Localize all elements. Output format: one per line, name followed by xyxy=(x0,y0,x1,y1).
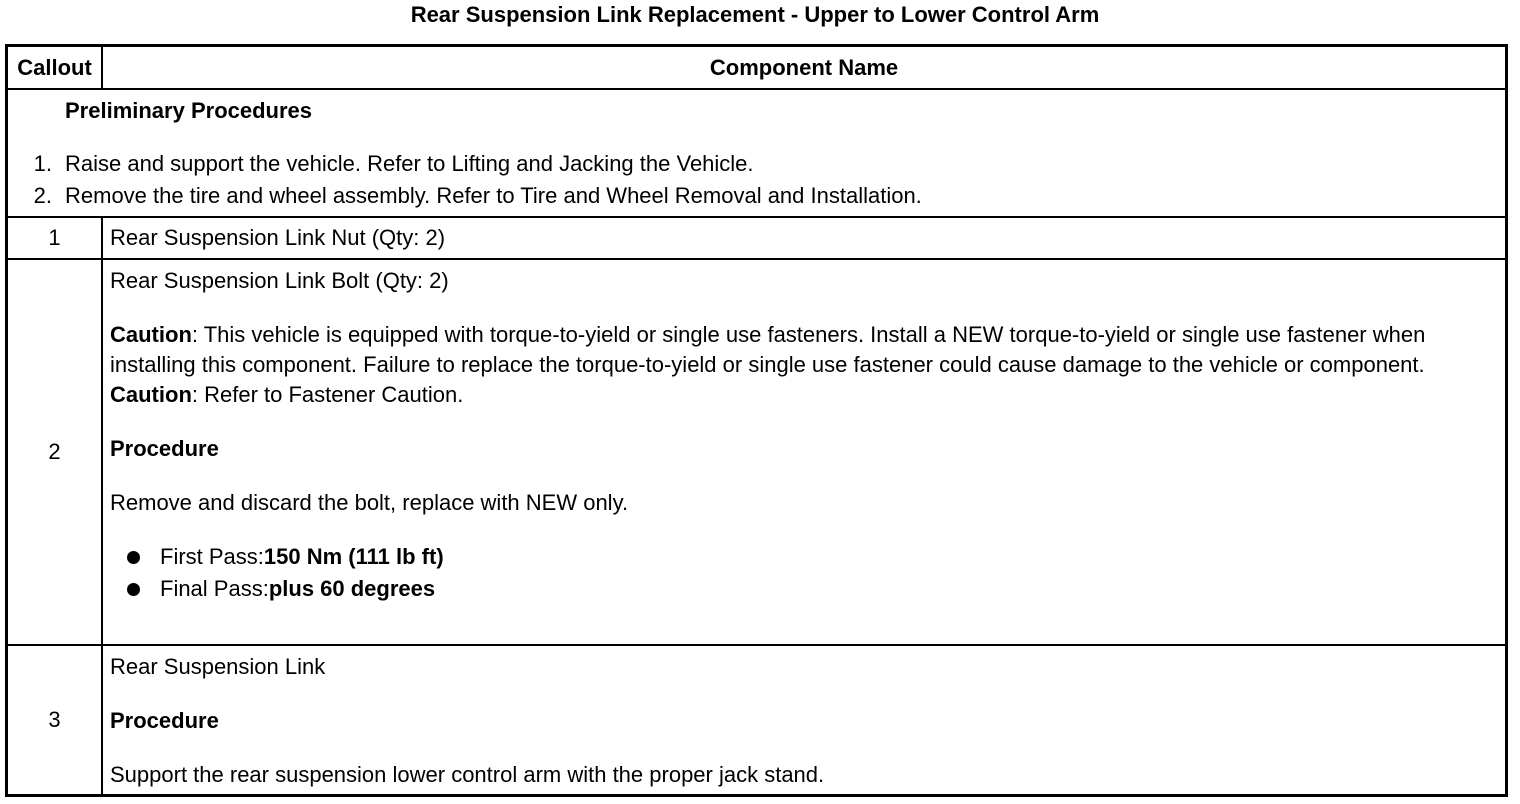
preliminary-procedures-section xyxy=(8,88,1505,216)
step-text: Remove the tire and wheel assembly. Refer to Tire and Wheel Removal and Installation. xyxy=(65,183,922,208)
bullet-icon xyxy=(127,583,140,596)
torque-pass-value: plus 60 degrees xyxy=(268,576,436,601)
list-item xyxy=(8,148,1505,180)
caution-note xyxy=(110,380,1505,410)
step-number: 2. xyxy=(33,183,52,208)
component-name: Rear Suspension Link xyxy=(110,654,326,679)
torque-spec-list xyxy=(110,541,1505,605)
procedure-heading: Procedure xyxy=(110,436,219,461)
caution-label: Caution xyxy=(110,322,192,347)
table-row xyxy=(8,216,1505,258)
callout-column-header: Callout xyxy=(8,47,103,88)
torque-pass-label: Final Pass: xyxy=(160,576,269,601)
caution-text: : Refer to Fastener Caution. xyxy=(191,382,464,407)
document-title: Rear Suspension Link Replacement - Upper to Lower Control Arm xyxy=(410,2,1100,27)
procedure-table xyxy=(5,44,1508,797)
list-item xyxy=(8,180,1505,212)
step-number: 1. xyxy=(33,151,52,176)
callout-number: 1 xyxy=(8,218,103,258)
caution-label: Caution xyxy=(110,382,192,407)
procedure-text: Support the rear suspension lower control arm with the proper jack stand. xyxy=(110,762,825,787)
table-row xyxy=(8,258,1505,644)
component-name-column-header: Component Name xyxy=(709,54,899,80)
caution-note xyxy=(110,320,1505,380)
component-name: Rear Suspension Link Bolt (Qty: 2) xyxy=(110,268,449,293)
preliminary-steps-list xyxy=(8,148,1505,212)
component-details xyxy=(103,646,1505,794)
bullet-icon xyxy=(127,551,140,564)
list-item xyxy=(127,573,1505,605)
procedure-text: Remove and discard the bolt, replace with NEW only. xyxy=(110,490,629,515)
table-header-row xyxy=(8,47,1505,88)
torque-pass-value: 150 Nm (111 lb ft) xyxy=(263,544,444,569)
table-row xyxy=(8,644,1505,794)
callout-number: 3 xyxy=(8,646,103,794)
callout-number: 2 xyxy=(8,260,103,644)
step-text: Raise and support the vehicle. Refer to Lifting and Jacking the Vehicle. xyxy=(65,151,754,176)
caution-text: : This vehicle is equipped with torque-to-yield or single use fasteners. Install a NEW torque-to-yield or single use fastener when installing this component. Failure to replace the torque-to-yield or single use fastener could cause damage to the vehicle or component. xyxy=(110,322,1426,377)
preliminary-procedures-title: Preliminary Procedures xyxy=(65,98,313,123)
component-details xyxy=(103,260,1505,644)
torque-pass-label: First Pass: xyxy=(160,544,264,569)
procedure-heading: Procedure xyxy=(110,708,219,733)
list-item xyxy=(127,541,1505,573)
component-name: Rear Suspension Link Nut (Qty: 2) xyxy=(110,225,446,250)
